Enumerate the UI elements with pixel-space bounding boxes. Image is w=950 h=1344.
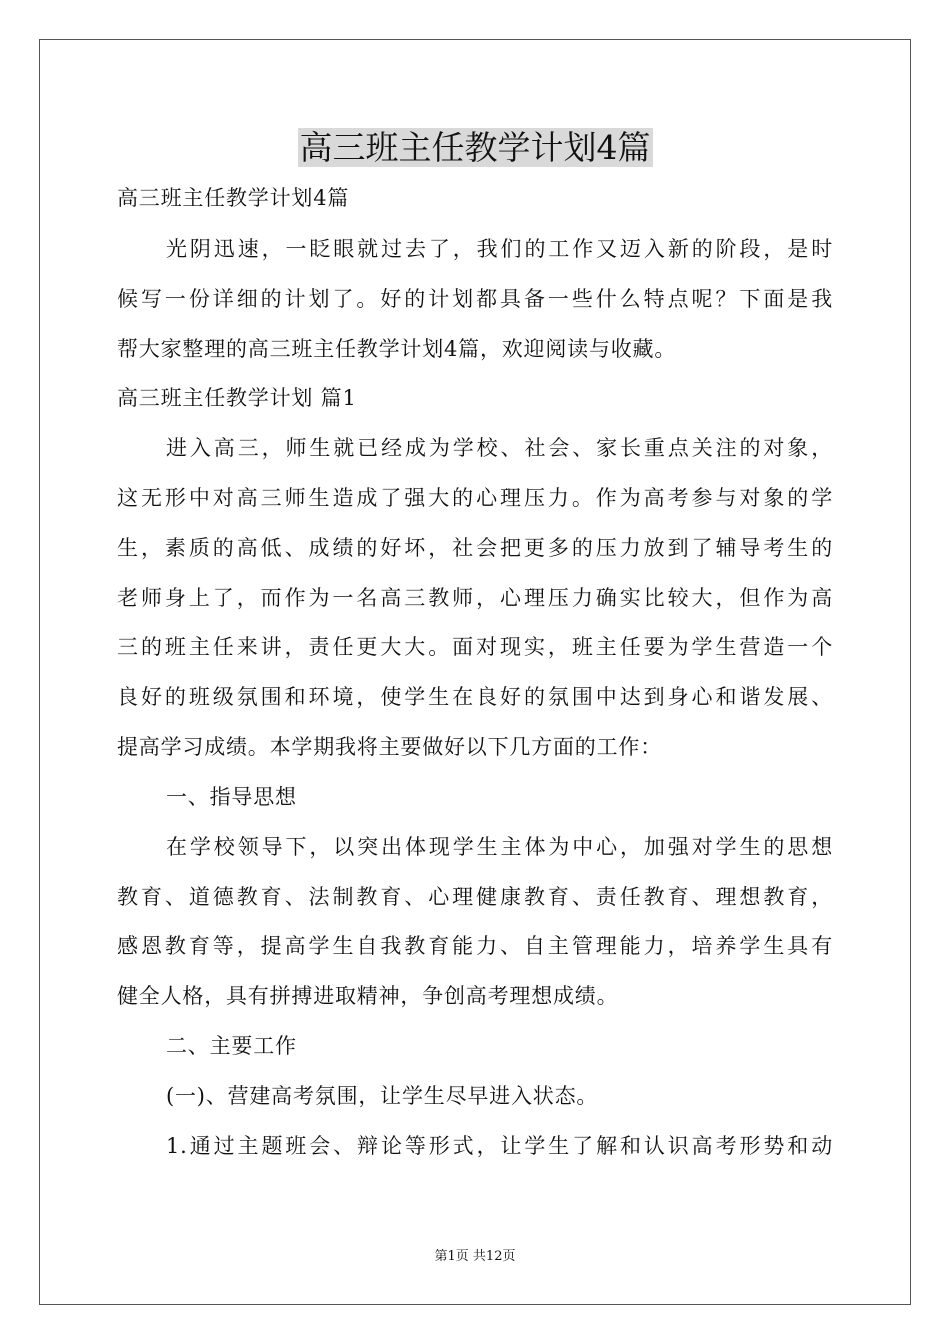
sub-heading-1: (一)、营建高考氛围，让学生尽早进入状态。: [166, 1084, 599, 1108]
heading-guiding-thought: 一、指导思想: [166, 785, 297, 809]
para1-line-2: 这无形中对高三师生造成了强大的心理压力。作为高考参与对象的学: [117, 486, 833, 510]
para1-line-6: 良好的班级氛围和环境，使学生在良好的氛围中达到身心和谐发展、: [117, 685, 833, 709]
para1-line-1: 进入高三，师生就已经成为学校、社会、家长重点关注的对象，: [166, 436, 833, 460]
page-border: [39, 39, 911, 1305]
para1-line-7: 提高学习成绩。本学期我将主要做好以下几方面的工作：: [117, 735, 662, 759]
intro-line-1: 光阴迅速，一眨眼就过去了，我们的工作又迈入新的阶段，是时: [166, 237, 833, 261]
para2-line-2: 教育、道德教育、法制教育、心理健康教育、责任教育、理想教育，: [117, 885, 833, 909]
section-heading: 高三班主任教学计划 篇1: [117, 386, 357, 410]
item-1-line: 1.通过主题班会、辩论等形式，让学生了解和认识高考形势和动: [166, 1134, 833, 1158]
para2-line-1: 在学校领导下，以突出体现学生主体为中心，加强对学生的思想: [166, 835, 833, 859]
intro-line-2: 候写一份详细的计划了。好的计划都具备一些什么特点呢？下面是我: [117, 287, 833, 311]
para1-line-5: 三的班主任来讲，责任更大大。面对现实，班主任要为学生营造一个: [117, 635, 833, 659]
para2-line-4: 健全人格，具有拼搏进取精神，争创高考理想成绩。: [117, 984, 619, 1008]
document-subtitle: 高三班主任教学计划4篇: [117, 186, 350, 210]
intro-line-3: 帮大家整理的高三班主任教学计划4篇，欢迎阅读与收藏。: [117, 337, 677, 361]
page-footer: 第1页 共12页: [434, 1249, 516, 1264]
para1-line-3: 生，素质的高低、成绩的好坏，社会把更多的压力放到了辅导考生的: [117, 536, 833, 560]
document-title: 高三班主任教学计划4篇: [299, 128, 651, 167]
para1-line-4: 老师身上了，而作为一名高三教师，心理压力确实比较大，但作为高: [117, 586, 833, 610]
heading-main-work: 二、主要工作: [166, 1034, 297, 1058]
para2-line-3: 感恩教育等，提高学生自我教育能力、自主管理能力，培养学生具有: [117, 934, 833, 958]
